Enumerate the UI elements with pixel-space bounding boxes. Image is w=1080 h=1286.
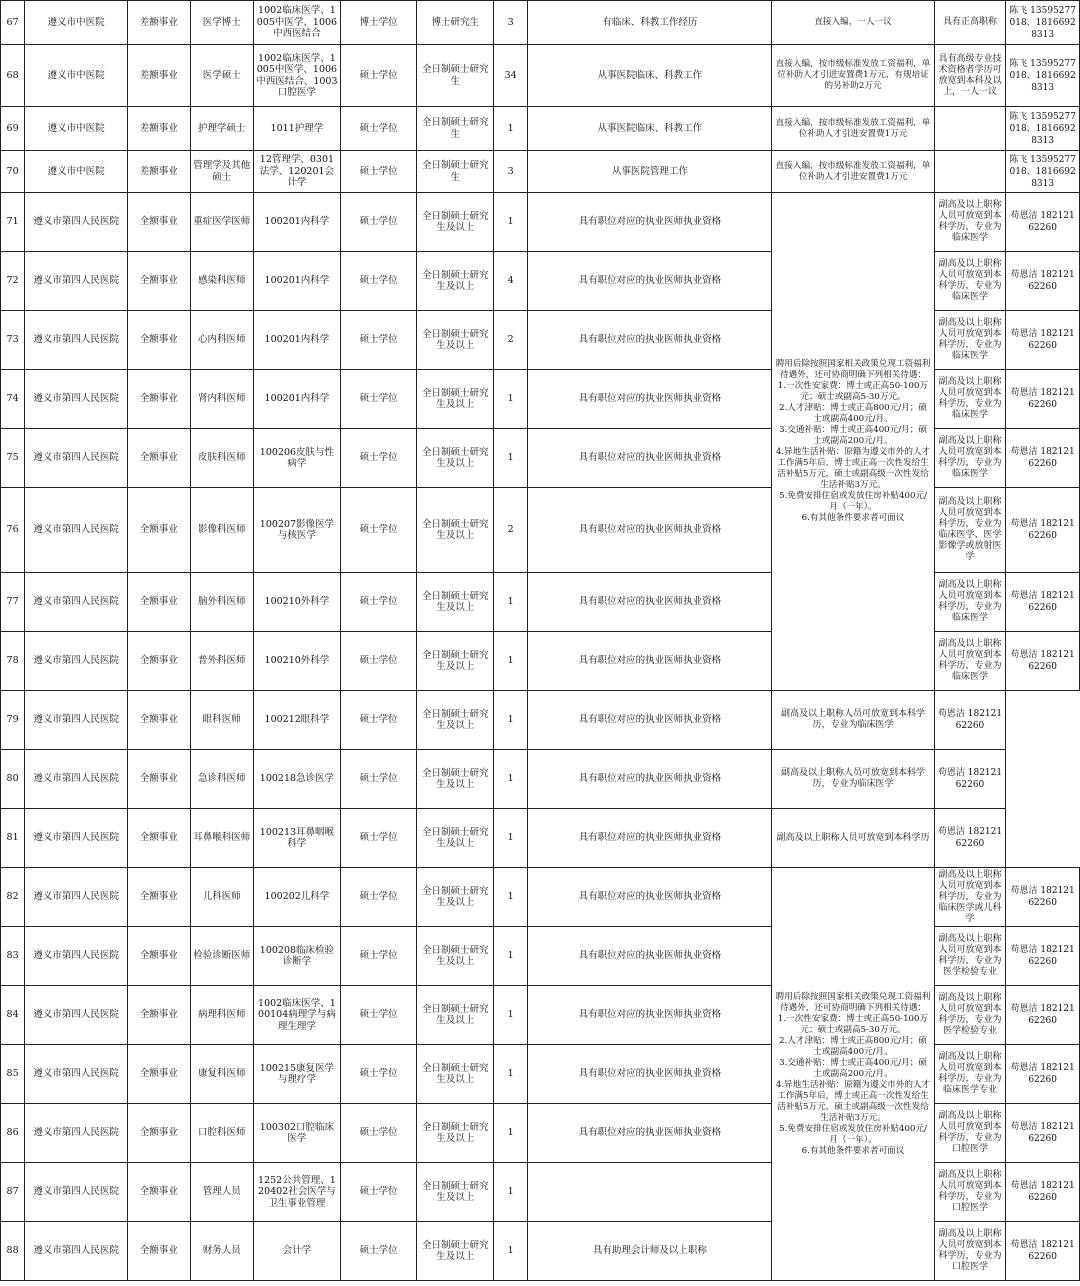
cell-no: 82	[1, 868, 25, 927]
cell-education: 全日制硕士研究生及以上	[417, 1222, 494, 1281]
cell-no: 69	[1, 107, 25, 151]
cell-nature: 全额事业	[128, 1163, 191, 1222]
cell-note: 副高及以上职称人员可放宽到本科学历，专业为临床医学	[772, 750, 934, 809]
cell-requirement: 具有职位对应的执业医师执业资格	[528, 370, 772, 429]
cell-unit: 遵义市中医院	[25, 1, 128, 45]
cell-degree: 硕士学位	[340, 986, 417, 1045]
cell-note	[934, 151, 1006, 193]
cell-degree: 硕士学位	[340, 488, 417, 573]
cell-unit: 遵义市第四人民医院	[25, 193, 128, 252]
cell-no: 78	[1, 632, 25, 691]
cell-major: 100210外科学	[254, 632, 341, 691]
cell-nature: 全额事业	[128, 691, 191, 750]
cell-nature: 差额事业	[128, 151, 191, 193]
cell-position: 急诊科医师	[190, 750, 254, 809]
cell-requirement: 具有职位对应的执业医师执业资格	[528, 691, 772, 750]
cell-education: 全日制硕士研究生及以上	[417, 311, 494, 370]
cell-education: 全日制硕士研究生及以上	[417, 1045, 494, 1104]
cell-position: 检验诊断医师	[190, 927, 254, 986]
cell-count: 3	[494, 151, 528, 193]
cell-degree: 硕士学位	[340, 1045, 417, 1104]
cell-education: 全日制硕士研究生及以上	[417, 927, 494, 986]
cell-note: 副高及以上职称人员可放宽到本科学历，专业为临床医学	[934, 573, 1006, 632]
cell-nature: 全额事业	[128, 1045, 191, 1104]
cell-education: 全日制硕士研究生及以上	[417, 573, 494, 632]
cell-major: 100206皮肤与性病学	[254, 429, 341, 488]
cell-position: 耳鼻喉科医师	[190, 809, 254, 868]
cell-degree: 硕士学位	[340, 809, 417, 868]
cell-unit: 遵义市第四人民医院	[25, 252, 128, 311]
cell-degree: 硕士学位	[340, 632, 417, 691]
cell-no: 88	[1, 1222, 25, 1281]
cell-degree: 硕士学位	[340, 311, 417, 370]
cell-note: 副高及以上职称人员可放宽到本科学历，专业为临床医学	[934, 252, 1006, 311]
cell-no: 74	[1, 370, 25, 429]
cell-education: 全日制硕士研究生及以上	[417, 632, 494, 691]
cell-nature: 全额事业	[128, 632, 191, 691]
cell-major: 100215康复医学与理疗学	[254, 1045, 341, 1104]
cell-no: 80	[1, 750, 25, 809]
cell-nature: 全额事业	[128, 193, 191, 252]
cell-major: 1252公共管理、120402社会医学与卫生事业管理	[254, 1163, 341, 1222]
cell-no: 71	[1, 193, 25, 252]
cell-education: 全日制硕士研究生及以上	[417, 429, 494, 488]
cell-note	[934, 107, 1006, 151]
table-row	[1, 868, 1080, 927]
cell-contact: 陈飞 13595277018、18166928313	[1006, 107, 1080, 151]
cell-no: 70	[1, 151, 25, 193]
cell-major: 100201内科学	[254, 193, 341, 252]
cell-requirement: 具有职位对应的执业医师执业资格	[528, 986, 772, 1045]
cell-note: 副高及以上职称人员可放宽到本科学历，专业为临床医学	[934, 193, 1006, 252]
cell-position: 心内科医师	[190, 311, 254, 370]
cell-unit: 遵义市中医院	[25, 151, 128, 193]
cell-contact: 苟恩洁 18212162260	[1006, 252, 1080, 311]
cell-contact: 苟恩洁 18212162260	[1006, 193, 1080, 252]
cell-degree: 硕士学位	[340, 750, 417, 809]
cell-position: 感染科医师	[190, 252, 254, 311]
cell-requirement: 具有职位对应的执业医师执业资格	[528, 1104, 772, 1163]
cell-benefit: 直接入编，一人一议	[772, 1, 934, 45]
cell-no: 73	[1, 311, 25, 370]
cell-major: 100201内科学	[254, 370, 341, 429]
cell-contact: 苟恩洁 18212162260	[1006, 370, 1080, 429]
cell-count: 34	[494, 45, 528, 107]
cell-major: 100212眼科学	[254, 691, 341, 750]
cell-no: 86	[1, 1104, 25, 1163]
cell-nature: 全额事业	[128, 573, 191, 632]
cell-unit: 遵义市第四人民医院	[25, 691, 128, 750]
cell-unit: 遵义市第四人民医院	[25, 809, 128, 868]
cell-degree: 硕士学位	[340, 45, 417, 107]
cell-major: 1002临床医学、1005中医学、1006中西医结合、1003口腔医学	[254, 45, 341, 107]
cell-count: 3	[494, 1, 528, 45]
cell-requirement: 具有职位对应的执业医师执业资格	[528, 1045, 772, 1104]
cell-contact: 陈飞 13595277018、18166928313	[1006, 45, 1080, 107]
cell-no: 77	[1, 573, 25, 632]
cell-nature: 差额事业	[128, 45, 191, 107]
cell-note: 副高及以上职称人员可放宽到本科学历，专业为临床医学或儿科学	[934, 868, 1006, 927]
cell-unit: 遵义市第四人民医院	[25, 927, 128, 986]
cell-contact: 陈飞 13595277018、18166928313	[1006, 151, 1080, 193]
cell-no: 68	[1, 45, 25, 107]
cell-unit: 遵义市第四人民医院	[25, 868, 128, 927]
cell-contact: 苟恩洁 18212162260	[1006, 868, 1080, 927]
cell-count: 1	[494, 573, 528, 632]
cell-degree: 硕士学位	[340, 370, 417, 429]
cell-contact: 苟恩洁 18212162260	[1006, 1163, 1080, 1222]
cell-position: 影像科医师	[190, 488, 254, 573]
cell-note: 副高及以上职称人员可放宽到本科学历	[772, 809, 934, 868]
table-row	[1, 193, 1080, 252]
cell-contact: 苟恩洁 18212162260	[934, 809, 1006, 868]
cell-education: 博士研究生	[417, 1, 494, 45]
cell-unit: 遵义市第四人民医院	[25, 488, 128, 573]
cell-requirement: 从事医院临床、科教工作	[528, 107, 772, 151]
cell-benefit-group: 聘用后除按照国家相关政策兑现工资福利待遇外，还可协商明确下列相关待遇： 1.一次性安家费：博士或正高50-100万元；硕士或副高5-30万元。 2.人才津贴：博士或正高800元/月；硕士或副高400元/月。 3.交通补贴：博士或正高400元/月；硕士或副高200元/月。 4.异地生活补贴：原籍为遵义市外的人才工作满5年后，博士或正高一次性发给生活补贴5万元，硕士或副高级一次性发给生活补贴3万元。 5.免费安排住宿或发放住房补贴400元/月（一年）。 6.有其他条件要求者可面议	[772, 193, 934, 691]
cell-no: 87	[1, 1163, 25, 1222]
cell-requirement: 具有职位对应的执业医师执业资格	[528, 750, 772, 809]
cell-no: 81	[1, 809, 25, 868]
cell-contact: 苟恩洁 18212162260	[1006, 429, 1080, 488]
cell-nature: 全额事业	[128, 311, 191, 370]
cell-count: 1	[494, 632, 528, 691]
cell-count: 1	[494, 986, 528, 1045]
cell-count: 1	[494, 927, 528, 986]
cell-education: 全日制硕士研究生	[417, 107, 494, 151]
cell-degree: 硕士学位	[340, 927, 417, 986]
cell-contact: 苟恩洁 18212162260	[1006, 311, 1080, 370]
cell-education: 全日制硕士研究生及以上	[417, 252, 494, 311]
cell-major: 100208临床检验诊断学	[254, 927, 341, 986]
cell-count: 1	[494, 193, 528, 252]
cell-position: 康复科医师	[190, 1045, 254, 1104]
cell-position: 儿科医师	[190, 868, 254, 927]
cell-education: 全日制硕士研究生及以上	[417, 193, 494, 252]
cell-no: 72	[1, 252, 25, 311]
cell-no: 76	[1, 488, 25, 573]
table-row	[1, 151, 1080, 193]
cell-position: 管理人员	[190, 1163, 254, 1222]
table-row	[1, 750, 1080, 809]
cell-education: 全日制硕士研究生及以上	[417, 691, 494, 750]
cell-unit: 遵义市第四人民医院	[25, 573, 128, 632]
cell-requirement: 具有助理会计师及以上职称	[528, 1222, 772, 1281]
cell-nature: 全额事业	[128, 927, 191, 986]
cell-note: 副高及以上职称人员可放宽到本科学历，专业为临床医学、医学影像学或放射医学	[934, 488, 1006, 573]
cell-note: 副高及以上职称人员可放宽到本科学历，专业为口腔医学	[934, 1222, 1006, 1281]
cell-benefit-group: 聘用后除按照国家相关政策兑现工资福利待遇外，还可协商明确下列相关待遇： 1.一次性安家费：博士或正高50-100万元；硕士或副高5-30万元。 2.人才津贴：博士或正高800元/月；硕士或副高400元/月。 3.交通补贴：博士或正高400元/月；硕士或副高200元/月。 4.异地生活补贴：原籍为遵义市外的人才工作满5年后，博士或正高一次性发给生活补贴5万元，硕士或副高级一次性发给生活补贴3万元。 5.免费安排住宿或发放住房补贴400元/月（一年）。 6.有其他条件要求者可面议	[772, 868, 934, 1281]
table-body	[1, 1, 1080, 1281]
cell-count: 1	[494, 1163, 528, 1222]
cell-major: 12管理学、0301法学、120201会计学	[254, 151, 341, 193]
cell-major: 1002临床医学、1005中医学、1006中西医结合	[254, 1, 341, 45]
cell-no: 84	[1, 986, 25, 1045]
cell-count: 1	[494, 1104, 528, 1163]
cell-count: 2	[494, 488, 528, 573]
cell-count: 1	[494, 107, 528, 151]
cell-degree: 硕士学位	[340, 1163, 417, 1222]
cell-education: 全日制硕士研究生及以上	[417, 986, 494, 1045]
table-row	[1, 107, 1080, 151]
cell-degree: 硕士学位	[340, 252, 417, 311]
cell-unit: 遵义市第四人民医院	[25, 632, 128, 691]
table-row	[1, 809, 1080, 868]
cell-requirement: 具有职位对应的执业医师执业资格	[528, 488, 772, 573]
cell-benefit: 直接入编，按市级标准发放工资福利，单位补助人才引进安置费1万元，有规培证的另补助2万元	[772, 45, 934, 107]
cell-unit: 遵义市第四人民医院	[25, 750, 128, 809]
table-row	[1, 45, 1080, 107]
cell-note: 具有高级专业技术资格者学历可放宽到本科及以上，一人一议	[934, 45, 1006, 107]
cell-nature: 全额事业	[128, 868, 191, 927]
cell-education: 全日制硕士研究生及以上	[417, 868, 494, 927]
cell-note: 具有正高职称	[934, 1, 1006, 45]
cell-major: 1002临床医学、100104病理学与病理生理学	[254, 986, 341, 1045]
cell-major: 1011护理学	[254, 107, 341, 151]
cell-count: 1	[494, 868, 528, 927]
cell-nature: 全额事业	[128, 809, 191, 868]
cell-contact: 苟恩洁 18212162260	[1006, 986, 1080, 1045]
table-row	[1, 691, 1080, 750]
cell-position: 脑外科医师	[190, 573, 254, 632]
cell-count: 1	[494, 1045, 528, 1104]
table-row	[1, 1, 1080, 45]
cell-unit: 遵义市中医院	[25, 45, 128, 107]
cell-unit: 遵义市第四人民医院	[25, 986, 128, 1045]
cell-note: 副高及以上职称人员可放宽到本科学历，专业为临床医学	[934, 429, 1006, 488]
cell-benefit: 直接入编，按市级标准发放工资福利，单位补助人才引进安置费1万元	[772, 151, 934, 193]
cell-education: 全日制硕士研究生及以上	[417, 750, 494, 809]
cell-nature: 全额事业	[128, 488, 191, 573]
cell-count: 4	[494, 252, 528, 311]
cell-count: 1	[494, 691, 528, 750]
cell-degree: 硕士学位	[340, 151, 417, 193]
cell-nature: 全额事业	[128, 370, 191, 429]
cell-requirement: 具有职位对应的执业医师执业资格	[528, 868, 772, 927]
cell-unit: 遵义市第四人民医院	[25, 1045, 128, 1104]
cell-note: 副高及以上职称人员可放宽到本科学历，专业为临床医学	[934, 311, 1006, 370]
cell-contact: 苟恩洁 18212162260	[1006, 1045, 1080, 1104]
cell-nature: 全额事业	[128, 986, 191, 1045]
cell-unit: 遵义市中医院	[25, 107, 128, 151]
cell-position: 财务人员	[190, 1222, 254, 1281]
cell-position: 眼科医师	[190, 691, 254, 750]
cell-nature: 全额事业	[128, 1104, 191, 1163]
cell-position: 普外科医师	[190, 632, 254, 691]
cell-contact: 苟恩洁 18212162260	[1006, 573, 1080, 632]
cell-degree: 硕士学位	[340, 107, 417, 151]
cell-note: 副高及以上职称人员可放宽到本科学历，专业为口腔医学	[934, 1104, 1006, 1163]
cell-contact: 苟恩洁 18212162260	[934, 691, 1006, 750]
cell-note: 副高及以上职称人员可放宽到本科学历，专业为临床医学	[934, 632, 1006, 691]
cell-major: 100213耳鼻咽喉科学	[254, 809, 341, 868]
cell-note: 副高及以上职称人员可放宽到本科学历，专业为临床医学	[772, 691, 934, 750]
cell-requirement: 具有职位对应的执业医师执业资格	[528, 311, 772, 370]
cell-unit: 遵义市第四人民医院	[25, 1222, 128, 1281]
cell-count: 1	[494, 370, 528, 429]
cell-position: 医学硕士	[190, 45, 254, 107]
cell-no: 67	[1, 1, 25, 45]
cell-requirement: 具有职位对应的执业医师执业资格	[528, 632, 772, 691]
cell-major: 100201内科学	[254, 311, 341, 370]
cell-major: 100207影像医学与核医学	[254, 488, 341, 573]
cell-education: 全日制硕士研究生及以上	[417, 370, 494, 429]
cell-position: 重症医学医师	[190, 193, 254, 252]
cell-education: 全日制硕士研究生及以上	[417, 488, 494, 573]
cell-position: 皮肤科医师	[190, 429, 254, 488]
cell-position: 护理学硕士	[190, 107, 254, 151]
cell-degree: 硕士学位	[340, 1104, 417, 1163]
cell-benefit: 直接入编，按市级标准发放工资福利，单位补助人才引进安置费1万元	[772, 107, 934, 151]
cell-unit: 遵义市第四人民医院	[25, 311, 128, 370]
cell-unit: 遵义市第四人民医院	[25, 1104, 128, 1163]
cell-contact: 苟恩洁 18212162260	[1006, 927, 1080, 986]
cell-no: 75	[1, 429, 25, 488]
cell-education: 全日制硕士研究生	[417, 45, 494, 107]
cell-contact: 苟恩洁 18212162260	[934, 750, 1006, 809]
cell-degree: 硕士学位	[340, 691, 417, 750]
cell-contact: 苟恩洁 18212162260	[1006, 488, 1080, 573]
cell-requirement: 具有职位对应的执业医师执业资格	[528, 252, 772, 311]
cell-nature: 差额事业	[128, 107, 191, 151]
cell-major: 100201内科学	[254, 252, 341, 311]
cell-no: 83	[1, 927, 25, 986]
cell-education: 全日制硕士研究生及以上	[417, 809, 494, 868]
cell-count: 2	[494, 311, 528, 370]
cell-no: 85	[1, 1045, 25, 1104]
cell-major: 100302口腔临床医学	[254, 1104, 341, 1163]
cell-requirement: 具有职位对应的执业医师执业资格	[528, 193, 772, 252]
cell-position: 医学博士	[190, 1, 254, 45]
cell-contact: 苟恩洁 18212162260	[1006, 1104, 1080, 1163]
cell-count: 1	[494, 429, 528, 488]
cell-count: 1	[494, 809, 528, 868]
cell-requirement	[528, 1163, 772, 1222]
cell-requirement: 具有职位对应的执业医师执业资格	[528, 573, 772, 632]
cell-degree: 硕士学位	[340, 429, 417, 488]
cell-no: 79	[1, 691, 25, 750]
cell-education: 全日制硕士研究生及以上	[417, 1163, 494, 1222]
cell-contact: 苟恩洁 18212162260	[1006, 1222, 1080, 1281]
cell-note: 副高及以上职称人员可放宽到本科学历，专业为医学检验专业	[934, 986, 1006, 1045]
cell-unit: 遵义市第四人民医院	[25, 370, 128, 429]
cell-major: 会计学	[254, 1222, 341, 1281]
cell-count: 1	[494, 1222, 528, 1281]
cell-requirement: 有临床、科教工作经历	[528, 1, 772, 45]
cell-position: 肾内科医师	[190, 370, 254, 429]
cell-count: 1	[494, 750, 528, 809]
cell-degree: 硕士学位	[340, 193, 417, 252]
cell-requirement: 从事医院管理工作	[528, 151, 772, 193]
cell-degree: 硕士学位	[340, 868, 417, 927]
cell-requirement: 从事医院临床、科教工作	[528, 45, 772, 107]
cell-position: 病理科医师	[190, 986, 254, 1045]
cell-unit: 遵义市第四人民医院	[25, 1163, 128, 1222]
cell-requirement: 具有职位对应的执业医师执业资格	[528, 927, 772, 986]
cell-degree: 博士学位	[340, 1, 417, 45]
cell-position: 口腔科医师	[190, 1104, 254, 1163]
cell-note: 副高及以上职称人员可放宽到本科学历，专业为口腔医学	[934, 1163, 1006, 1222]
cell-education: 全日制硕士研究生	[417, 151, 494, 193]
cell-contact: 陈飞 13595277018、18166928313	[1006, 1, 1080, 45]
cell-note: 副高及以上职称人员可放宽到本科学历，专业为临床医学	[934, 370, 1006, 429]
cell-major: 100210外科学	[254, 573, 341, 632]
cell-nature: 全额事业	[128, 750, 191, 809]
cell-nature: 全额事业	[128, 1222, 191, 1281]
cell-education: 全日制硕士研究生及以上	[417, 1104, 494, 1163]
cell-major: 100202儿科学	[254, 868, 341, 927]
cell-note: 副高及以上职称人员可放宽到本科学历，专业为医学检验专业	[934, 927, 1006, 986]
cell-requirement: 具有职位对应的执业医师执业资格	[528, 809, 772, 868]
cell-unit: 遵义市第四人民医院	[25, 429, 128, 488]
cell-nature: 全额事业	[128, 252, 191, 311]
cell-degree: 硕士学位	[340, 1222, 417, 1281]
cell-major: 100218急诊医学	[254, 750, 341, 809]
cell-contact: 苟恩洁 18212162260	[1006, 632, 1080, 691]
cell-nature: 差额事业	[128, 1, 191, 45]
cell-nature: 全额事业	[128, 429, 191, 488]
cell-note: 副高及以上职称人员可放宽到本科学历，专业为临床医学专业	[934, 1045, 1006, 1104]
cell-requirement: 具有职位对应的执业医师执业资格	[528, 429, 772, 488]
cell-position: 管理学及其他硕士	[190, 151, 254, 193]
cell-degree: 硕士学位	[340, 573, 417, 632]
